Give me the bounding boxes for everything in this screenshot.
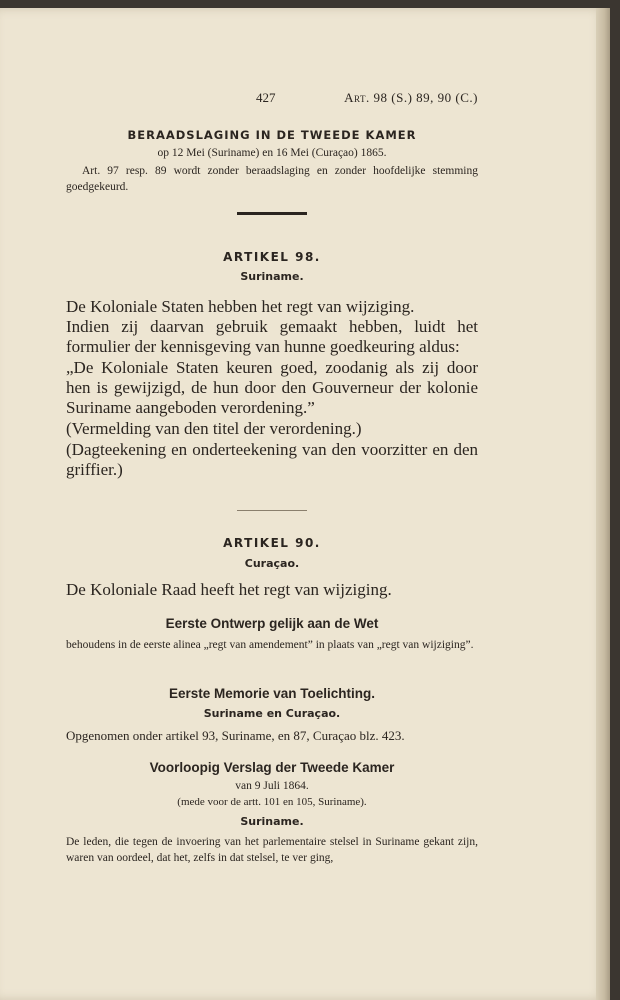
article-98-line: „De Koloniale Staten keuren goed, zoodanig als zij door hen is gewijzigd, de hun door den Gouverneur der kolonie Suriname aangeboden verordening.” (66, 358, 478, 417)
article-90-text: De Koloniale Raad heeft het regt van wijziging. (66, 580, 392, 599)
section-subtitle: op 12 Mei (Suriname) en 16 Mei (Curaçao) 1865. (157, 147, 387, 159)
article-98-line: (Dagteekening en onderteekening van den voorzitter en den griffier.) (66, 440, 478, 479)
memorie-text: Opgenomen onder artikel 93, Suriname, en 87, Curaçao blz. 423. (66, 728, 405, 743)
page-edge (596, 8, 610, 1000)
section-title: BERAADSLAGING IN DE TWEEDE KAMER (127, 128, 417, 142)
article-90-heading: ARTIKEL 90. (223, 536, 321, 550)
verslag-heading: Voorloopig Verslag der Tweede Kamer (149, 760, 395, 775)
section-divider (237, 212, 307, 215)
article-98-line: Indien zij daarvan gebruik gemaakt hebben, luidt het formulier der kennisgeving van hunne goedkeuring aldus: (66, 317, 478, 356)
verslag-region: Suriname. (240, 815, 304, 828)
page-content (66, 90, 478, 864)
ontwerp-text: behoudens in de eerste alinea „regt van amendement” in plaats van „regt van wijziging”. (66, 639, 474, 651)
page-number: 427 (256, 90, 276, 105)
section-text: Art. 97 resp. 89 wordt zonder beraadslaging en zonder hoofdelijke stemming goedgekeurd. (66, 165, 478, 193)
article-98-body (66, 297, 478, 480)
article-98-region: Suriname. (240, 270, 304, 283)
ontwerp-heading: Eerste Ontwerp gelijk aan de Wet (165, 616, 379, 631)
running-header (66, 90, 478, 112)
article-98-line: (Vermelding van den titel der verordening.) (66, 419, 362, 438)
verslag-date: van 9 Juli 1864. (235, 780, 309, 792)
verslag-note: (mede voor de artt. 101 en 105, Suriname). (177, 796, 367, 808)
verslag-text: De leden, die tegen de invoering van het parlementaire stelsel in Suriname gekant zijn, waren van oordeel, dat het, zelfs in dat stelsel, te ver ging, (66, 836, 478, 864)
article-reference: Art. 98 (S.) 89, 90 (C.) (344, 90, 478, 105)
article-90-region: Curaçao. (244, 557, 300, 570)
article-98-heading: ARTIKEL 98. (223, 250, 321, 264)
memorie-heading: Eerste Memorie van Toelichting. (168, 686, 376, 701)
memorie-subheading: Suriname en Curaçao. (203, 707, 341, 720)
article-divider (237, 510, 307, 511)
article-98-line: De Koloniale Staten hebben het regt van wijziging. (66, 297, 415, 316)
